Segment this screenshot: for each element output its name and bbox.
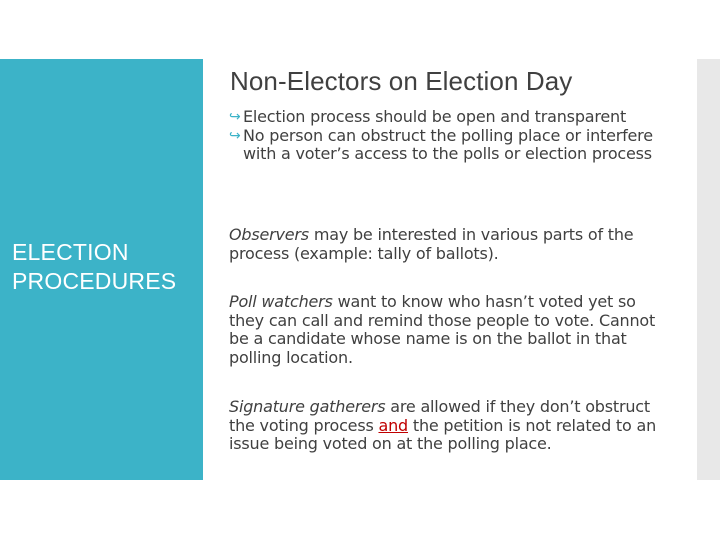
bullet-list	[229, 108, 669, 164]
bullet-item	[229, 127, 669, 164]
poll-watchers-term: Poll watchers	[229, 292, 333, 311]
emphasis-and: and	[378, 415, 408, 435]
observers-text: may be interested in various parts of the process (example: tally of ballots).	[229, 225, 634, 263]
signature-gatherers-term: Signature gatherers	[229, 397, 386, 416]
observers-paragraph	[229, 226, 661, 263]
bullet-text: Election process should be open and transparent	[243, 107, 627, 126]
curved-arrow-icon: ↪	[229, 109, 241, 125]
right-accent-bar	[697, 59, 720, 480]
poll-watchers-text: want to know who hasn’t voted yet so they can call and remind those people to vote. Cannot be a candidate whose name is on the ballot in that polling location.	[229, 292, 656, 367]
signature-gatherers-text-after: the petition is not related to an issue being voted on at the polling place.	[229, 415, 657, 453]
bullet-text: No person can obstruct the polling place or interfere with a voter’s access to the polls or election process	[243, 125, 653, 163]
signature-gatherers-text-before: are allowed if they don’t obstruct the voting process	[229, 397, 650, 435]
bullet-item	[229, 108, 669, 127]
signature-gatherers-paragraph	[229, 398, 661, 454]
section-title: ELECTION PROCEDURES	[12, 239, 177, 294]
curved-arrow-icon: ↪	[229, 127, 241, 144]
poll-watchers-paragraph	[229, 293, 661, 367]
slide-title: Non-Electors on Election Day	[230, 66, 573, 96]
observers-term: Observers	[229, 225, 309, 244]
